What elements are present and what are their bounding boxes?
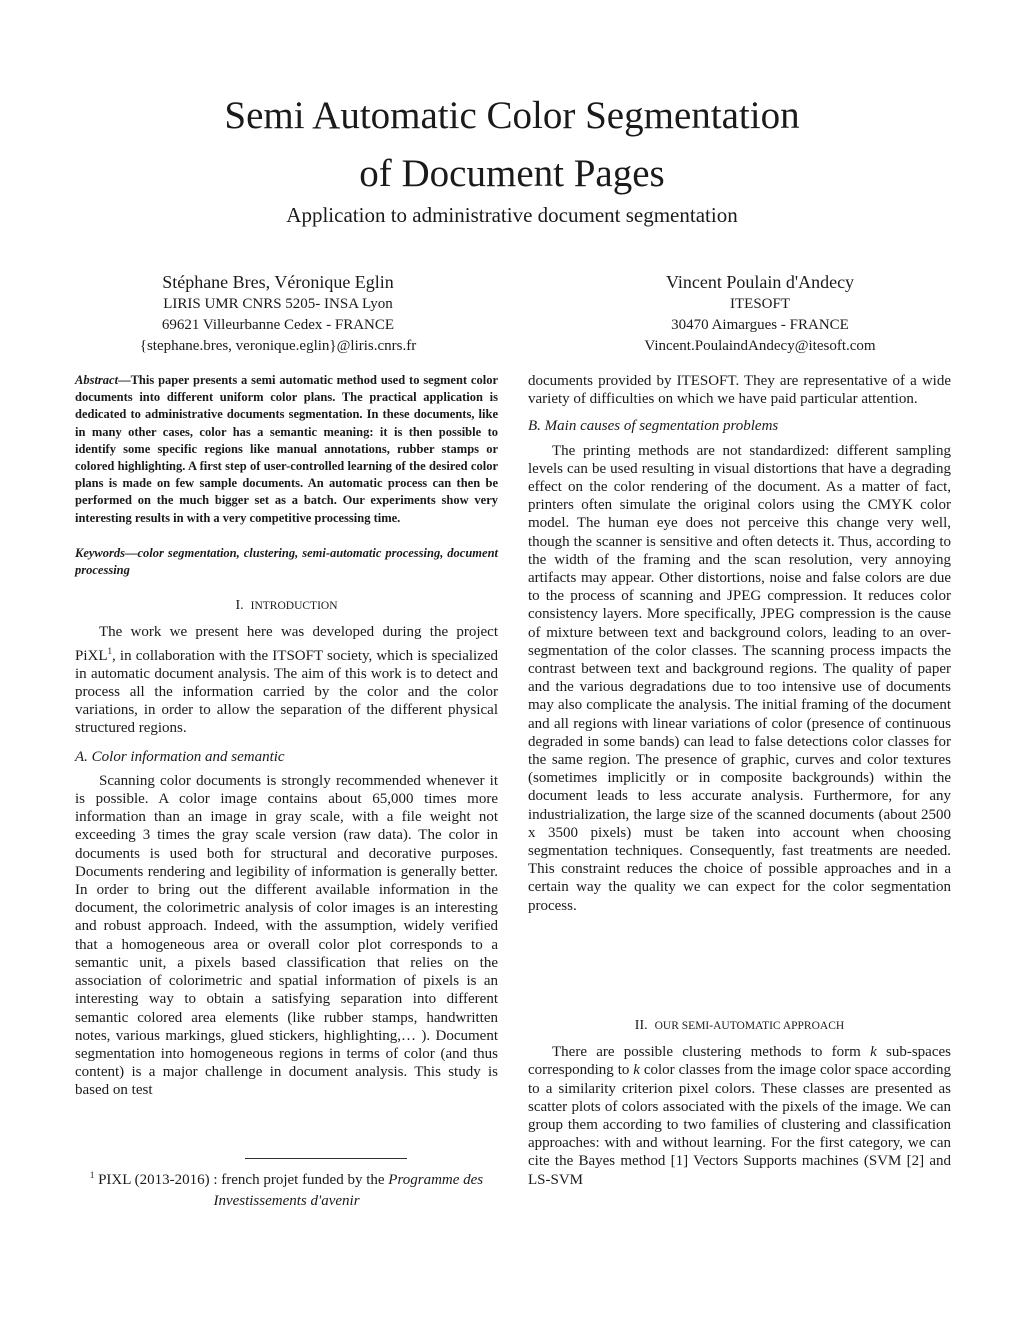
title-line-1: Semi Automatic Color Segmentation bbox=[224, 94, 800, 137]
author-affiliation: LIRIS UMR CNRS 5205- INSA Lyon bbox=[163, 296, 393, 312]
variable-k: k bbox=[870, 1044, 877, 1061]
subsection-b-paragraph: The printing methods are not standardized: different sampling levels can be used resulting in visual distortions that have a degrading effect on the color rendering of the document. As a matter of fact, printers often simulate the original colors using the CMYK color model. The human eye does not perceive this change very well, though the scanner is sensitive and often detects it. Thus, according to the width of the framing and the scan resolution, very annoying artifacts may appear. Other distortions, noise and false colors are due to the process of scanning and JPEG compression. It reduces color consistency layers. More specifically, JPEG compression is the cause of mixture between text and background colors, leading to an over-segmentation of the color classes. The scanning process impacts the contrast between text and background regions. The quality of paper and the various degradations due to too intensive use of documents may also complicate the analysis. The initial framing of the document and all regions with linear variations of color (presence of continuous degraded in some bands) can lead to false detections color classes for the same region. The presence of graphic, curves and color textures (sometimes implicitly or in composite backgrounds) within the document leads to less accurate analysis. Furthermore, for any industrialization, the large size of the scanned documents (about 2500 x 3500 pixels) must be taken into account when choosing segmentation techniques. Consequently, fast treatments are needed. This constraint reduces the choice of possible approaches and in a certain way the quality we can expect for the color segmentation process. bbox=[528, 442, 951, 914]
section-number: I. bbox=[235, 598, 244, 614]
section-heading-approach bbox=[528, 1017, 951, 1035]
author-name: Stéphane Bres, Véronique Eglin bbox=[162, 272, 394, 292]
subsection-heading-a: A. Color information and semantic bbox=[75, 748, 285, 765]
subsection-heading-b: B. Main causes of segmentation problems bbox=[528, 418, 779, 435]
author-block-2 bbox=[545, 270, 975, 357]
author-address: 69621 Villeurbanne Cedex - FRANCE bbox=[161, 317, 395, 333]
right-column-section-2 bbox=[528, 1017, 951, 1189]
author-email: {stephane.bres, veronique.eglin}@liris.cnrs.fr bbox=[139, 338, 417, 354]
section-number: II. bbox=[634, 1018, 648, 1033]
footnote-text: PIXL (2013-2016) : french projet funded by the bbox=[94, 1172, 389, 1188]
subsection-a-paragraph: Scanning color documents is strongly recommended whenever it is possible. A color image contains about 65,000 times more information than an image in gray scale, with a file weight not exceeding 3 times the gray scale version (raw data). The color in documents is used both for structural and decorative purposes. Documents rendering and legibility of information is generally better. In order to bring out the different available information in the document, the colorimetric analysis of color images is an interesting and robust approach. Indeed, with the assumption, widely verified that a homogeneous area or overall color plot corresponds to a semantic unit, a pixels based classification that relies on the association of colorimetric and spatial information of pixels is an interesting way to obtain a satisfying separation into different semantic colored area elements (like rubber stamps, handwritten notes, various markings, glued stickers, highlighting,… ). Document segmentation into homogeneous regions in terms of color (and thus content) is a major challenge in document analysis. This study is based on test bbox=[75, 772, 498, 1099]
footnote bbox=[75, 1165, 498, 1212]
intro-text-a: The work we present here was developed during the project PiXL bbox=[75, 624, 498, 664]
author-address: 30470 Aimargues - FRANCE bbox=[671, 317, 849, 333]
approach-text-b: sub-spaces corresponding to bbox=[528, 1044, 951, 1079]
approach-paragraph bbox=[528, 1043, 951, 1189]
author-block-1 bbox=[63, 270, 493, 357]
footnote-ref: 1 bbox=[107, 645, 113, 656]
section-heading-introduction bbox=[75, 597, 498, 615]
author-affiliation: ITESOFT bbox=[730, 296, 790, 312]
section-title: OUR SEMI-AUTOMATIC APPROACH bbox=[654, 1020, 845, 1032]
footnote-rule bbox=[245, 1158, 407, 1159]
intro-paragraph bbox=[75, 623, 498, 737]
variable-k: k bbox=[633, 1062, 640, 1079]
author-email: Vincent.PoulaindAndecy@itesoft.com bbox=[644, 338, 876, 354]
abstract-text: —This paper presents a semi automatic method used to segment color documents into different uniform color plans. The practical application is dedicated to administrative documents segmentation. In these documents, like in many other cases, color has a semantic meaning: it is then possible to identify some specific regions like manual annotations, rubber stamps or colored highlighting. A first step of user-controlled learning of the desired color plans is made on few sample documents. An automatic process can then be performed on the much bigger set as a batch. Our experiments show very interesting results in with a very competitive processing time. bbox=[75, 373, 498, 525]
right-column bbox=[528, 372, 951, 915]
title-line-2: of Document Pages bbox=[359, 152, 665, 195]
abstract bbox=[75, 372, 498, 527]
paper-title bbox=[0, 90, 1024, 200]
keywords: Keywords—color segmentation, clustering, semi-automatic processing, document processing bbox=[75, 545, 498, 578]
left-column bbox=[75, 372, 498, 1100]
footnote-italic: Programme des Investissements d'avenir bbox=[213, 1172, 484, 1209]
section-title: INTRODUCTION bbox=[250, 600, 338, 613]
footnote-mark: 1 bbox=[89, 1170, 95, 1180]
intro-text-b: , in collaboration with the ITSOFT society, which is specialized in automatic document analysis. The aim of this work is to detect and process all the information carried by the color and the color variations, in order to allow the separation of the different physical structured regions. bbox=[75, 647, 498, 737]
abstract-label: Abstract bbox=[75, 373, 119, 387]
right-intro-paragraph: documents provided by ITESOFT. They are representative of a wide variety of difficulties on which we have paid particular attention. bbox=[528, 373, 951, 408]
approach-text-a: There are possible clustering methods to form bbox=[552, 1044, 871, 1061]
author-name: Vincent Poulain d'Andecy bbox=[665, 272, 855, 292]
approach-text-c: color classes from the image color space according to a similarity criterion pixel colors. These classes are presented as scatter plots of colors associated with the pixels of the image. We can group them according to two families of clustering and classification approaches: with and without learning. For the first category, we can cite the Bayes method [1] Vectors Supports machines (SVM [2] and LS-SVM bbox=[528, 1062, 952, 1188]
paper-subtitle: Application to administrative document segmentation bbox=[286, 203, 738, 227]
